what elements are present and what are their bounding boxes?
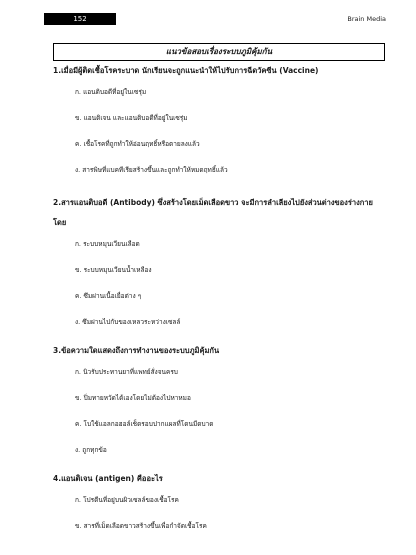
question-text: 1.เมื่อมีผู้ติดเชื้อโรคระบาด นักเรียนจะถูกแนะนำให้ไปรับการฉีดวัคซีน (Vaccine) xyxy=(53,66,319,75)
question-text: 3.ข้อความใดแสดงถึงการทำงานของระบบภูมิคุ้มกัน xyxy=(53,346,220,355)
answer-option: ง. ซึมผ่านไปกับของเหลวระหว่างเซลล์ xyxy=(75,318,181,326)
answer-option: ค. ซึมผ่านเนื้อเยื่อต่าง ๆ xyxy=(75,292,142,300)
answer-option: ก. นิวรับประทานยาที่แพทย์สั่งจนครบ xyxy=(75,368,178,376)
question-block xyxy=(53,65,388,175)
answer-option: ง. สารพิษที่แบคทีเรียสร้างขึ้นและถูกทำให้หมดฤทธิ์แล้ว xyxy=(75,166,228,174)
answer-option: ค. โบใช้แอลกอฮอล์เช็ดรอบปากแผลที่โดนมีดบาด xyxy=(75,420,214,428)
answer-option: ก. แอนติบอดีที่อยู่ในเซรุ่ม xyxy=(75,88,147,96)
answer-option: ก. ระบบหมุนเวียนเลือด xyxy=(75,240,140,248)
answer-option: ข. แอนติเจน และแอนติบอดีที่อยู่ในเซรุ่ม xyxy=(75,114,188,122)
answer-option: ข. สารที่เม็ดเลือดขาวสร้างขึ้นเพื่อกำจัดเชื้อโรค xyxy=(75,522,207,530)
answer-option: ง. ถูกทุกข้อ xyxy=(75,446,107,454)
question-text: 4.แอนติเจน (antigen) คืออะไร xyxy=(53,474,163,483)
question-block xyxy=(53,345,388,455)
answer-option: ค. เชื้อโรคที่ถูกทำให้อ่อนฤทธิ์หรือตายลงแล้ว xyxy=(75,140,200,148)
page-number-badge: 152 xyxy=(44,13,116,25)
answer-option: ก. โปรตีนที่อยู่บนผิวเซลล์ของเชื้อโรค xyxy=(75,496,179,504)
question-block xyxy=(53,193,388,327)
page-title: แนวข้อสอบเรื่องระบบภูมิคุ้มกัน xyxy=(53,43,385,61)
answer-option: ข. ระบบหมุนเวียนน้ำเหลือง xyxy=(75,266,152,274)
question-list xyxy=(53,65,388,531)
brand-name: Brain Media xyxy=(347,15,386,23)
question-text: 2.สารแอนติบอดี (Antibody) ซึ่งสร้างโดยเม็ดเลือดขาว จะมีการลำเลียงไปยังส่วนต่างของร่างกาย โดย xyxy=(53,198,373,227)
answer-option: ข. ปิ่มทายหวัดได้เองโดยไม่ต้องไปหาหมอ xyxy=(75,394,191,402)
question-block xyxy=(53,473,388,531)
